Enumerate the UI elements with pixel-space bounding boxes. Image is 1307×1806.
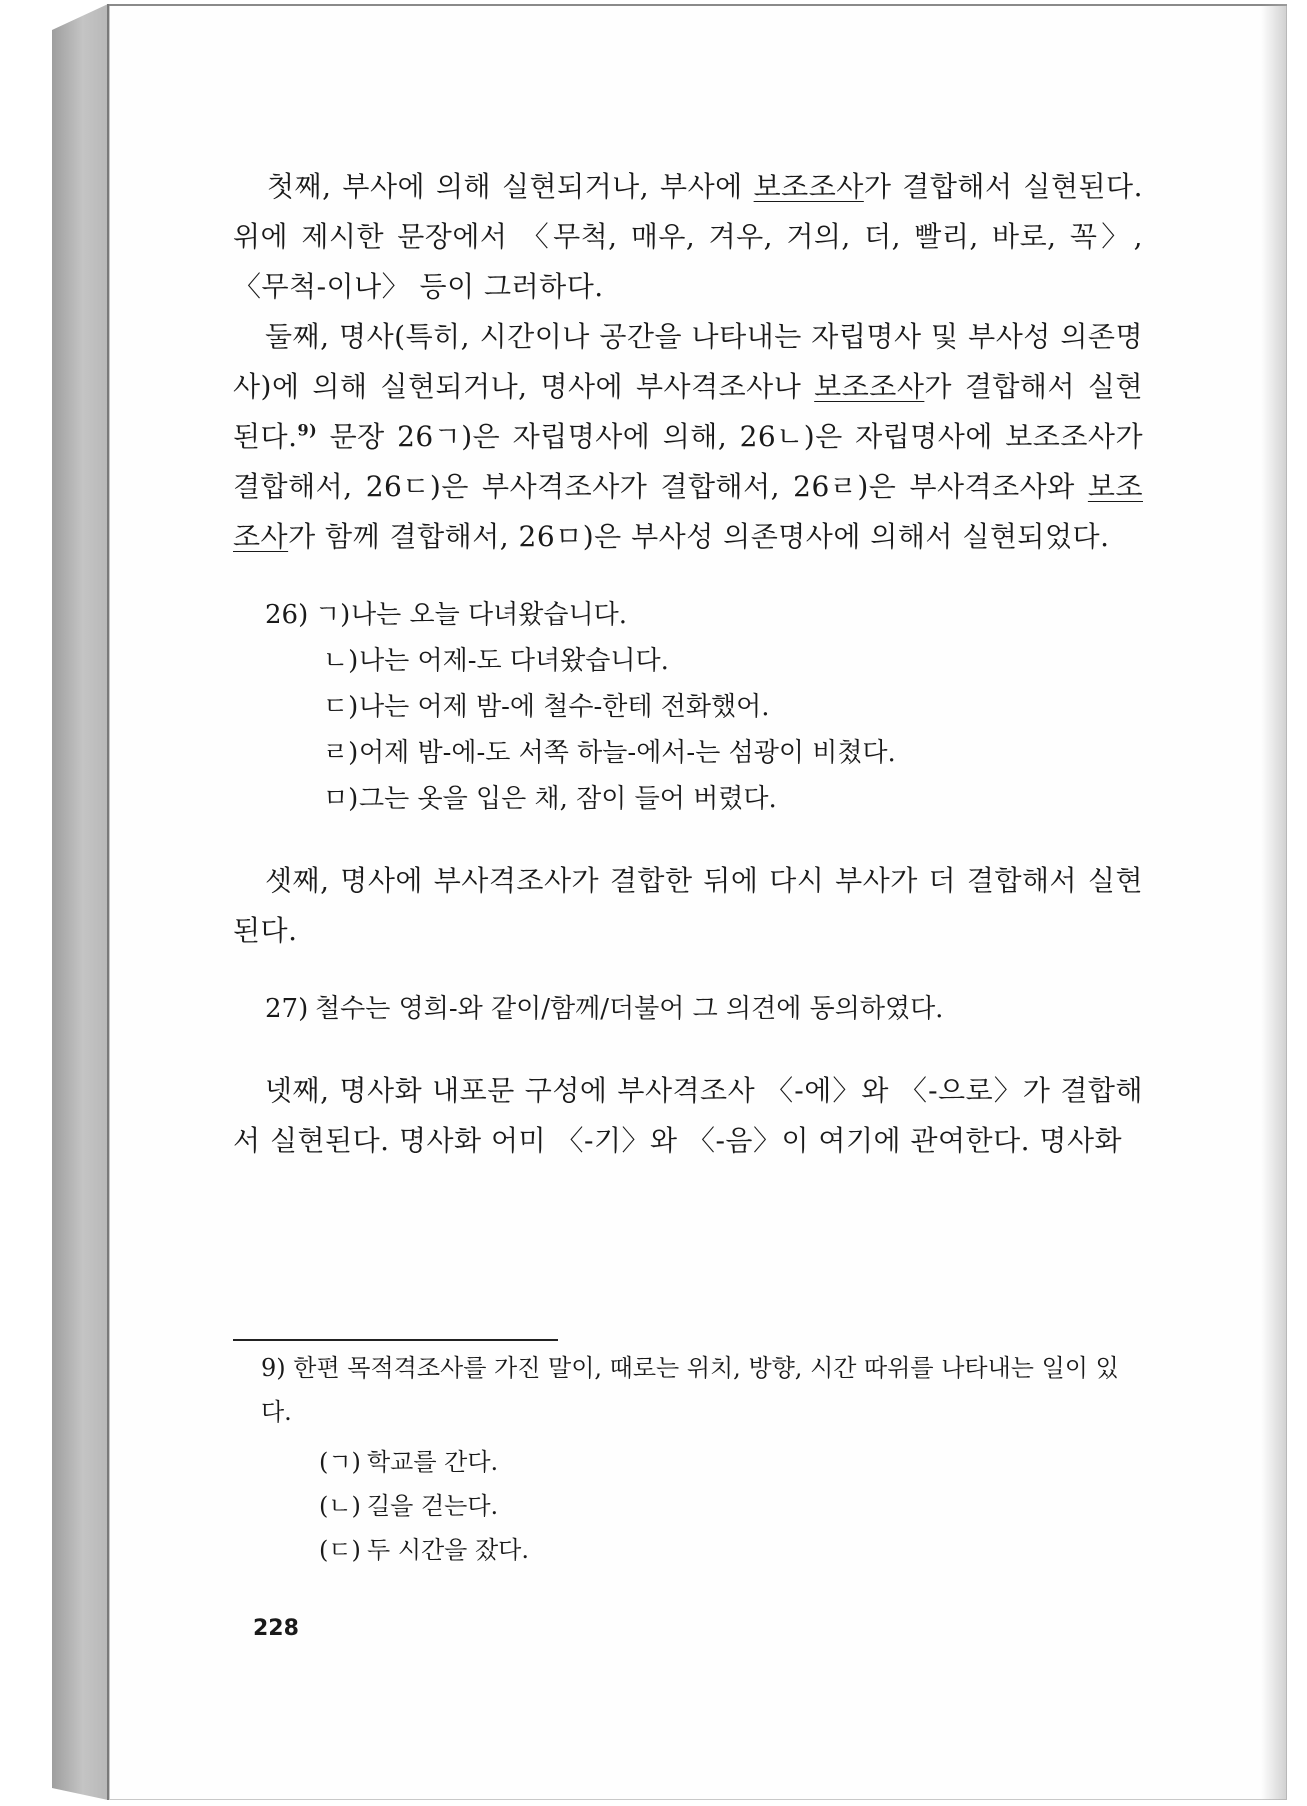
footnote-mark: 9) <box>261 1354 286 1382</box>
para2-text-c: 문장 26ㄱ)은 자립명사에 의해, 26ㄴ)은 자립명사에 보조조사가 결합해서, 26ㄷ)은 부사격조사가 결합해서, 26ㄹ)은 부사격조사와 <box>233 420 1143 503</box>
example-27-block <box>233 986 1143 1032</box>
example-label: ㄱ) <box>315 600 351 630</box>
footnote-example-text: 학교를 간다. <box>367 1448 499 1476</box>
footnote-example <box>319 1440 1143 1484</box>
example-number: 26) <box>265 600 309 630</box>
para2-text-a: 둘째, 명사(특히, 시간이나 공간을 나타내는 자립명사 및 부사성 의존명사)에 의해 실현되거나, 명사에 부사격조사나 <box>233 320 1143 403</box>
footnote-text: 한편 목적격조사를 가진 말이, 때로는 위치, 방향, 시간 따위를 나타내는 일이 있다. <box>261 1354 1119 1426</box>
footnote <box>261 1346 1143 1572</box>
page-top-edge <box>109 4 1287 6</box>
example-26-item <box>233 730 1143 776</box>
footnote-example-label: (ㄴ) <box>319 1492 361 1520</box>
para2-underlined-1: 보조조사 <box>814 370 925 403</box>
paragraph-fourth: 넷째, 명사화 내포문 구성에 부사격조사 〈-에〉와 〈-으로〉가 결합해서 실현된다. 명사화 어미 〈-기〉와 〈-음〉이 여기에 관여한다. 명사화 <box>233 1074 1143 1157</box>
footnote-line <box>261 1346 1143 1434</box>
example-text: 어제 밤-에-도 서쪽 하늘-에서-는 섬광이 비쳤다. <box>359 738 896 768</box>
para2-text-d: 가 함께 결합해서, 26ㅁ)은 부사성 의존명사에 의해서 실현되었다. <box>288 520 1110 553</box>
example-text: 나는 어제-도 다녀왔습니다. <box>359 646 669 676</box>
example-label: ㅁ) <box>323 784 359 814</box>
page-body <box>233 162 1143 1166</box>
page-right-shadow <box>1261 4 1287 1800</box>
para2-underlined-2: 보조조사 <box>233 470 1143 553</box>
footnote-example <box>319 1484 1143 1528</box>
example-text: 나는 어제 밤-에 철수-한테 전화했어. <box>359 692 770 722</box>
paragraph-first <box>233 162 1143 312</box>
example-26-item <box>233 684 1143 730</box>
example-27-item <box>233 986 1143 1032</box>
example-text: 나는 오늘 다녀왔습니다. <box>351 600 627 630</box>
footnote-example-label: (ㄷ) <box>319 1536 361 1564</box>
example-26-item <box>233 776 1143 822</box>
footnote-examples <box>261 1440 1143 1572</box>
paragraph-second <box>233 312 1143 562</box>
para1-underlined: 보조조사 <box>753 170 864 203</box>
example-number: 27) <box>265 994 309 1024</box>
para1-text-a: 첫째, 부사에 의해 실현되거나, 부사에 <box>267 170 754 203</box>
example-label: ㄷ) <box>323 692 359 722</box>
paragraph-third: 셋째, 명사에 부사격조사가 결합한 뒤에 다시 부사가 더 결합해서 실현된다. <box>233 864 1143 947</box>
footnote-example <box>319 1528 1143 1572</box>
para2-text-b: 가 결합해서 실현된다. <box>233 370 1143 453</box>
example-label: ㄹ) <box>323 738 359 768</box>
example-label: ㄴ) <box>323 646 359 676</box>
footnote-reference[interactable]: 9) <box>297 420 318 440</box>
example-26-item <box>233 592 1143 638</box>
example-26-item <box>233 638 1143 684</box>
footnote-separator <box>233 1339 558 1341</box>
para1-text-b: 가 결합해서 실현된다. 위에 제시한 문장에서 〈무척, 매우, 겨우, 거의, 더, 빨리, 바로, 꼭〉, 〈무척-이나〉 등이 그러하다. <box>233 170 1143 303</box>
footnote-example-text: 길을 걷는다. <box>367 1492 499 1520</box>
book-page <box>109 4 1287 1800</box>
page-number: 228 <box>253 1616 299 1641</box>
footnote-example-label: (ㄱ) <box>319 1448 361 1476</box>
footnote-example-text: 두 시간을 잤다. <box>367 1536 529 1564</box>
book-spine-edge <box>52 4 108 1800</box>
example-text: 그는 옷을 입은 채, 잠이 들어 버렸다. <box>359 784 777 814</box>
example-text: 철수는 영희-와 같이/함께/더불어 그 의견에 동의하였다. <box>315 994 944 1024</box>
example-26-block <box>233 592 1143 822</box>
